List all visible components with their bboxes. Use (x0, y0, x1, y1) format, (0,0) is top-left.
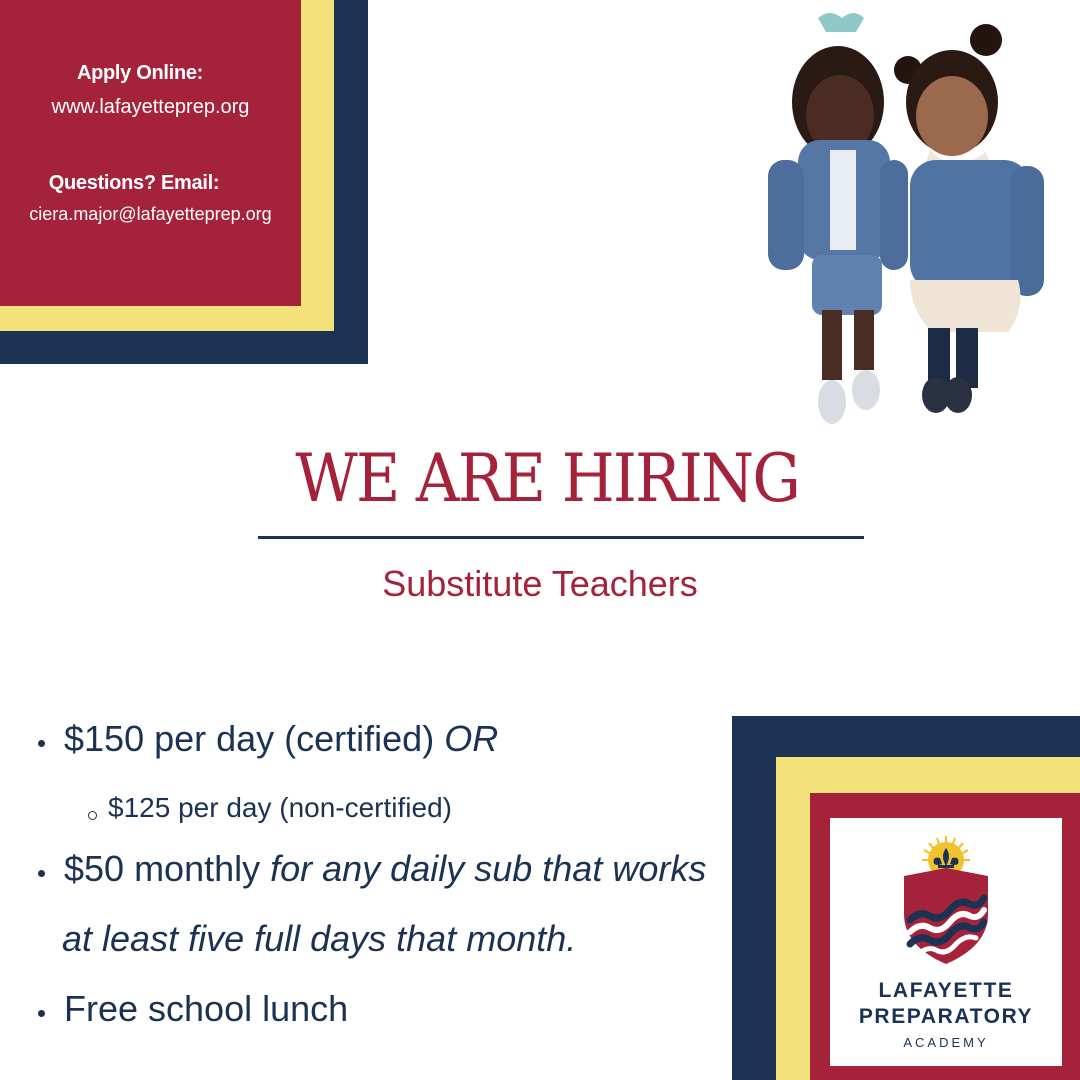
bullet-icon (38, 740, 45, 747)
apply-url-link[interactable]: www.lafayetteprep.org (51, 96, 250, 118)
subtitle: Substitute Teachers (382, 563, 698, 604)
benefit-emphasis: at least five full days that month. (62, 918, 577, 959)
benefit-text: Free school lunch (64, 988, 349, 1029)
logo-name-line1: LAFAYETTE (878, 979, 1014, 1002)
questions-label: Questions? Email: (48, 172, 220, 194)
school-crest-icon (896, 834, 996, 966)
headline-divider (258, 536, 864, 539)
child-left (768, 13, 908, 424)
contact-info (0, 0, 301, 306)
children-photo (760, 10, 1060, 425)
headline: WE ARE HIRING (295, 440, 799, 517)
bullet-icon (38, 870, 45, 877)
benefit-emphasis: for any daily sub that works (270, 848, 707, 889)
benefit-text: $150 per day (certified) (64, 718, 445, 759)
logo-name-line3: ACADEMY (903, 1035, 989, 1050)
apply-online-label: Apply Online: (76, 62, 204, 84)
benefit-emphasis: OR (444, 718, 499, 759)
sub-bullet-icon (88, 811, 97, 820)
email-link[interactable]: ciera.major@lafayetteprep.org (29, 204, 272, 224)
benefit-text: $125 per day (non-certified) (108, 792, 452, 823)
child-right (894, 24, 1044, 413)
hair-bow (818, 13, 864, 32)
logo-name-line2: PREPARATORY (858, 1005, 1034, 1028)
bullet-icon (38, 1010, 45, 1017)
benefit-text: $50 monthly (64, 848, 271, 889)
